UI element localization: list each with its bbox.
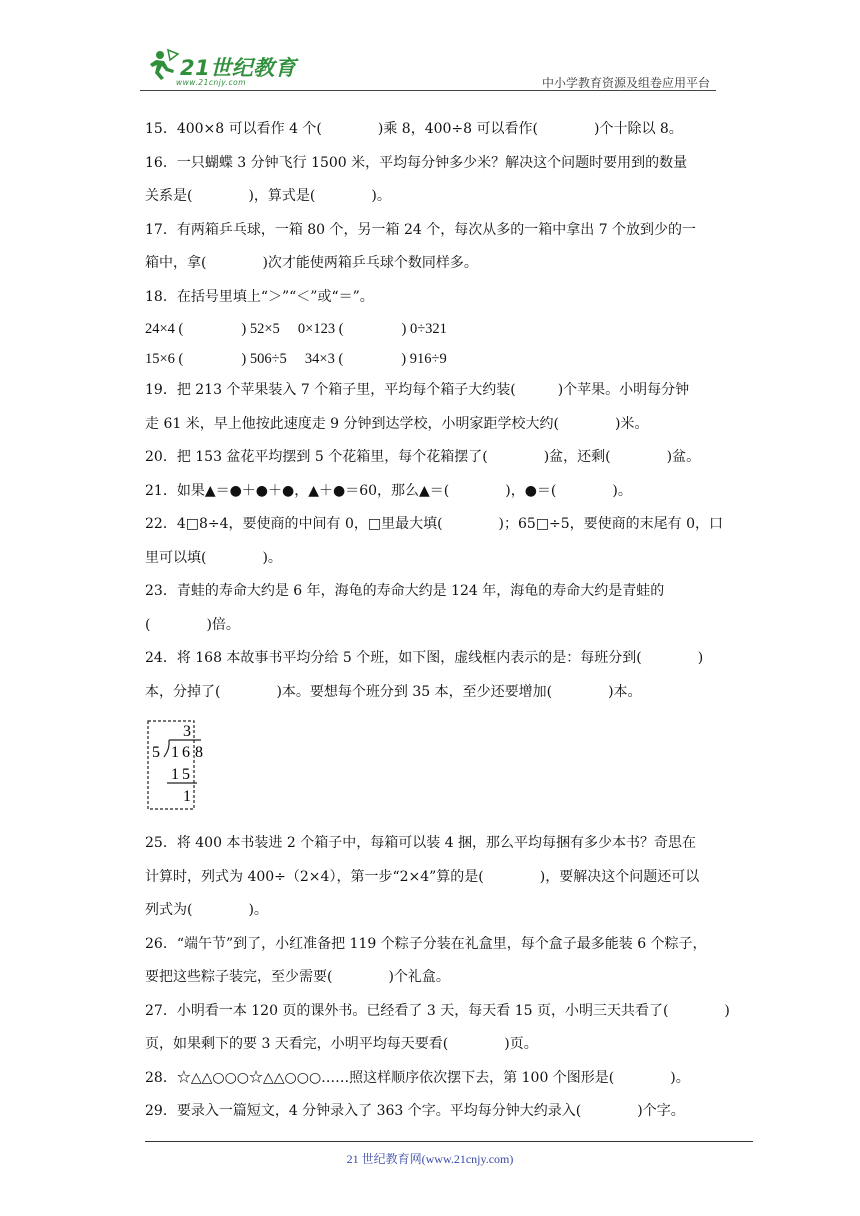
question-22-line2: 里可以填( )。: [145, 549, 282, 566]
page-header: [140, 40, 716, 91]
question-24-line2: 本，分掉了( )本。要想每个班分到 35 本，至少还要增加( )本。: [145, 683, 642, 700]
question-27-line2: 页，如果剩下的要 3 天看完，小明平均每天要看( )页。: [145, 1036, 538, 1052]
question-28: 28．☆△△○○○☆△△○○○……照这样顺序依次摆下去，第 100 个图形是( )。: [145, 1069, 690, 1086]
question-26-line2: 要把这些粽子装完，至少需要( )个礼盒。: [145, 969, 450, 985]
question-17-line1: 17．有两箱乒乓球，一箱 80 个，另一箱 24 个，每次从多的一箱中拿出 7 个放到少的一: [145, 221, 697, 238]
question-23-line2: ( )倍。: [145, 616, 240, 633]
quotient-digit: 3: [183, 723, 191, 740]
question-25-line2: 计算时，列式为 400÷（2×4），第一步“2×4”算的是( )，要解决这个问题还可以: [145, 868, 700, 885]
question-18: 18．在括号里填上“＞”“＜”或“＝”。: [145, 288, 374, 305]
question-22-line1: 22．4□8÷4，要使商的中间有 0，□里最大填( )；65□÷5，要使商的末尾有 0，口: [145, 516, 724, 532]
footer-divider: [145, 1141, 753, 1142]
question-18-row2: 15×6 ( ) 506÷5 34×3 ( ) 916÷9: [145, 351, 447, 367]
question-27-line1: 27．小明看一本 120 页的课外书。已经看了 3 天，每天看 15 页，小明三天共看了( ): [145, 1002, 730, 1019]
question-18-row1: 24×4 ( ) 52×5 0×123 ( ) 0÷321: [145, 321, 447, 337]
runner-logo-icon: [146, 48, 180, 82]
question-16-line2: 关系是( )，算式是( )。: [145, 188, 391, 204]
question-20: 20．把 153 盆花平均摆到 5 个花箱里，每个花箱摆了( )盆，还剩( )盆。: [145, 449, 701, 465]
question-list: [145, 113, 730, 1129]
footer-text: 21 世纪教育网(www.21cnjy.com): [346, 1152, 514, 1166]
question-25-line3: 列式为( )。: [145, 902, 268, 918]
logo-text: 21世纪教育: [180, 56, 297, 80]
long-division-diagram: [145, 717, 225, 817]
question-23-line1: 23．青蛙的寿命大约是 6 年，海龟的寿命大约是 124 年，海龟的寿命大约是青蛙的: [145, 583, 665, 599]
dividend-digit-1: 1: [171, 744, 179, 761]
question-19-line1: 19．把 213 个苹果装入 7 个箱子里，平均每个箱子大约装( )个苹果。小明每分钟: [145, 382, 690, 398]
division-bracket: [164, 740, 169, 757]
question-15: 15．400×8 可以看作 4 个( )乘 8，400÷8 可以看作( )个十除以 8。: [145, 121, 683, 137]
question-21: 21．如果▲＝●＋●＋●，▲＋●＝60，那么▲＝( )，●＝( )。: [145, 482, 632, 499]
logo-url: www.21cnjy.com: [176, 78, 247, 87]
partial-product: 15: [171, 766, 193, 783]
logo: [146, 48, 316, 90]
question-25-line1: 25．将 400 本书装进 2 个箱子中，每箱可以装 4 捆，那么平均每捆有多少本书？奇思在: [145, 835, 697, 851]
dividend-digit-2: 6: [182, 744, 190, 761]
long-division-figure: [145, 717, 717, 817]
remainder: 1: [183, 788, 191, 805]
question-24-line1: 24．将 168 本故事书平均分给 5 个班，如下图，虚线框内表示的是：每班分到( ): [145, 650, 704, 666]
question-16-line1: 16．一只蝴蝶 3 分钟飞行 1500 米，平均每分钟多少米？解决这个问题时要用到的数量: [145, 154, 688, 171]
question-29: 29．要录入一篇短文，4 分钟录入了 363 个字。平均每分钟大约录入( )个字。: [145, 1103, 685, 1119]
question-19-line2: 走 61 米，早上他按此速度走 9 分钟到达学校，小明家距学校大约( )米。: [145, 415, 649, 432]
divisor: 5: [152, 744, 160, 761]
dividend-digit-3: 8: [195, 744, 203, 761]
question-17-line2: 箱中，拿( )次才能使两箱乒乓球个数同样多。: [145, 255, 478, 271]
question-26-line1: 26．“端午节”到了，小红准备把 119 个粽子分装在礼盒里，每个盒子最多能装 6 个粽子，: [145, 935, 707, 952]
header-platform-text: 中小学教育资源及组卷应用平台: [541, 76, 710, 90]
